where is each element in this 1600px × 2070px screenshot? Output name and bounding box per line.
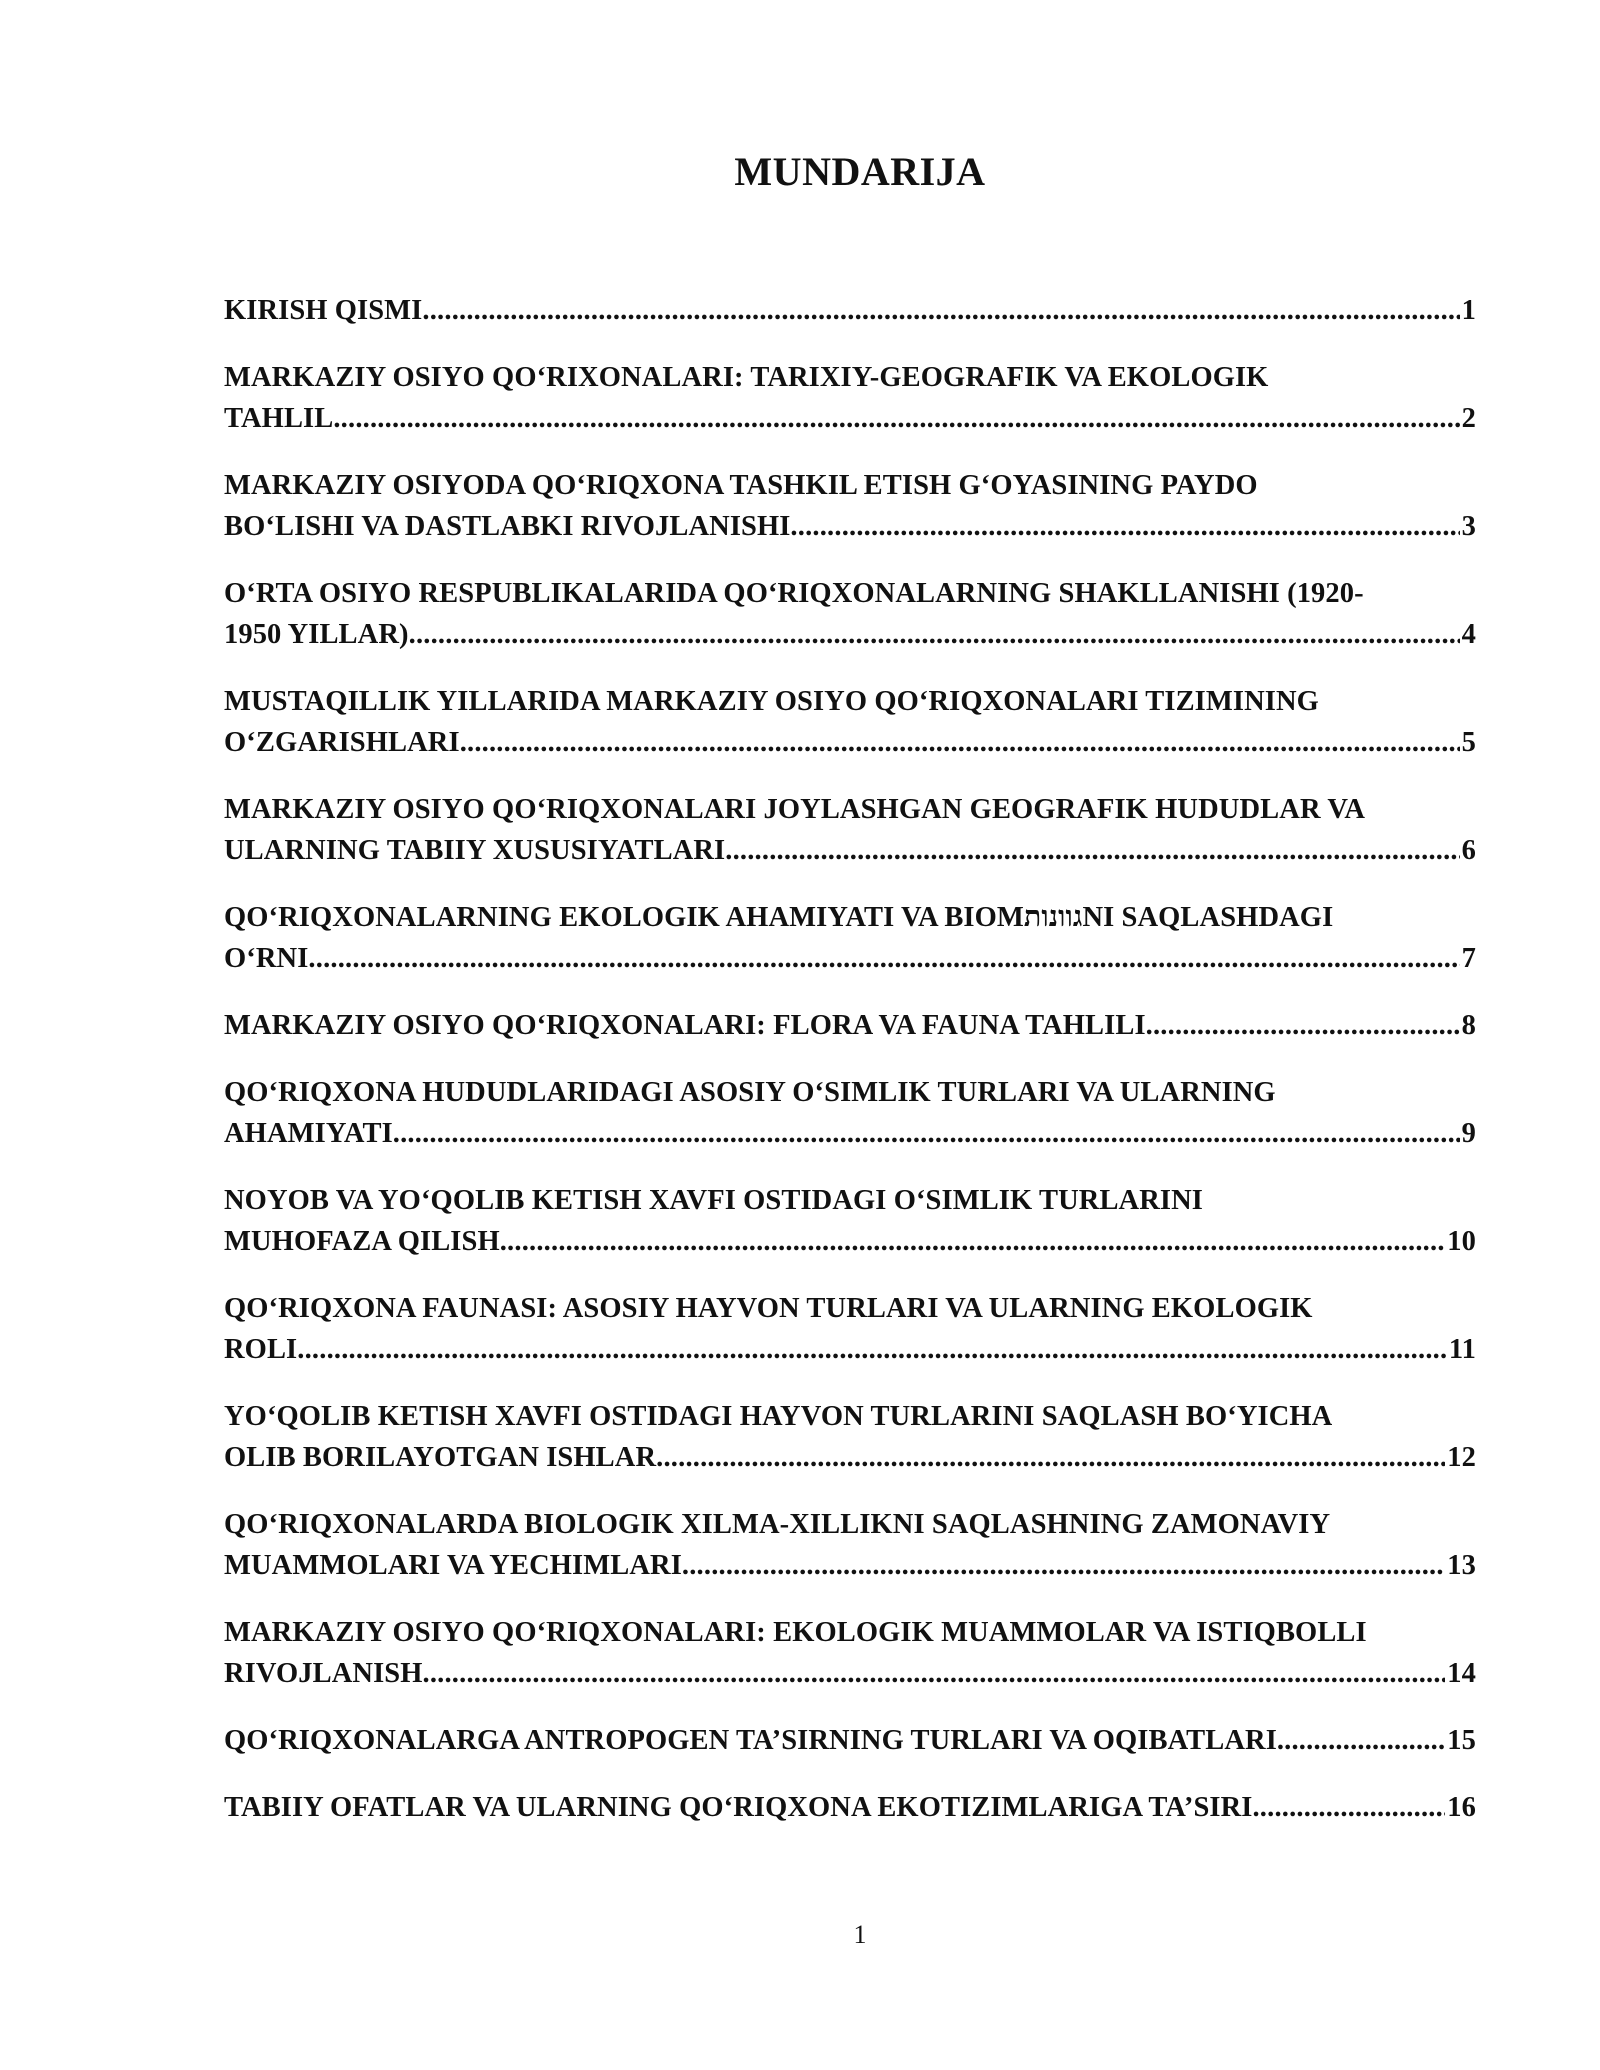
toc-entry-title [224, 681, 1476, 763]
toc-entry[interactable] [224, 290, 1476, 331]
toc-entry-last-line [224, 830, 1476, 871]
toc-page-number: 5 [1461, 727, 1476, 758]
page-number: 1 [853, 1920, 867, 1949]
toc-entry-title [224, 1787, 1476, 1828]
toc-entry-title [224, 1180, 1476, 1262]
toc-entry-title-line: TAHLIL [224, 403, 334, 434]
toc-page-number: 7 [1461, 943, 1476, 974]
toc-entry-title-line: KIRISH QISMI [224, 295, 423, 326]
toc-entry-title-line: MARKAZIY OSIYO QO‘RIQXONALARI JOYLASHGAN GEOGRAFIK HUDUDLAR VA [224, 794, 1366, 825]
toc-dot-leader [725, 830, 1459, 871]
toc-entry-title-line: TABIIY OFATLAR VA ULARNING QO‘RIQXONA EKOTIZIMLARIGA TA’SIRI [224, 1792, 1253, 1823]
toc-entry-title [224, 573, 1476, 655]
toc-dot-leader [393, 1113, 1460, 1154]
toc-entry-last-line [224, 1653, 1476, 1694]
toc-entry[interactable] [224, 1720, 1476, 1761]
toc-dot-leader [297, 1329, 1447, 1370]
toc-entry-title-line: ULARNING TABIIY XUSUSIYATLARI [224, 835, 726, 866]
toc-page-number: 16 [1447, 1792, 1476, 1823]
table-of-contents [224, 290, 1476, 1854]
toc-dot-leader [409, 614, 1460, 655]
toc-dot-leader [656, 1437, 1445, 1478]
toc-entry[interactable] [224, 1504, 1476, 1586]
toc-dot-leader [500, 1221, 1446, 1262]
page-title: MUNDARIJA [734, 149, 986, 194]
toc-entry-last-line [224, 1545, 1476, 1586]
toc-entry[interactable] [224, 1180, 1476, 1262]
toc-page-number: 15 [1447, 1725, 1476, 1756]
toc-entry-title [224, 1396, 1476, 1478]
toc-page-number: 9 [1461, 1118, 1476, 1149]
toc-entry-last-line [224, 722, 1476, 763]
toc-entry-title [224, 1288, 1476, 1370]
toc-entry-title-line: RIVOJLANISH [224, 1658, 423, 1689]
toc-entry[interactable] [224, 1612, 1476, 1694]
toc-entry-title-line: MARKAZIY OSIYO QO‘RIXONALARI: TARIXIY-GEOGRAFIK VA EKOLOGIK [224, 362, 1269, 393]
toc-entry-title-line: AHAMIYATI [224, 1118, 393, 1149]
toc-entry-title-line: MUAMMOLARI VA YECHIMLARI [224, 1550, 682, 1581]
toc-entry-last-line [224, 1113, 1476, 1154]
toc-entry-title [224, 1072, 1476, 1154]
toc-dot-leader [460, 722, 1460, 763]
toc-entry[interactable] [224, 1787, 1476, 1828]
toc-entry-title-line: MARKAZIY OSIYO QO‘RIQXONALARI: FLORA VA FAUNA TAHLILI [224, 1010, 1146, 1041]
toc-entry-title-line: QO‘RIQXONALARDA BIOLOGIK XILMA-XILLIKNI SAQLASHNING ZAMONAVIY [224, 1509, 1331, 1540]
toc-page-number: 1 [1461, 295, 1476, 326]
toc-entry-last-line [224, 1221, 1476, 1262]
toc-dot-leader [1252, 1787, 1445, 1828]
toc-entry-last-line [224, 1005, 1476, 1046]
toc-entry-last-line [224, 1329, 1476, 1370]
toc-dot-leader [682, 1545, 1445, 1586]
toc-entry-title-line: OLIB BORILAYOTGAN ISHLAR [224, 1442, 657, 1473]
toc-entry-title [224, 1504, 1476, 1586]
toc-entry-title-line: MUHOFAZA QILISH [224, 1226, 500, 1257]
toc-entry[interactable] [224, 681, 1476, 763]
toc-page-number: 3 [1461, 511, 1476, 542]
toc-entry[interactable] [224, 573, 1476, 655]
toc-dot-leader [333, 398, 1459, 439]
toc-entry-title-line: MUSTAQILLIK YILLARIDA MARKAZIY OSIYO QO‘RIQXONALARI TIZIMINING [224, 686, 1319, 717]
toc-entry-title [224, 789, 1476, 871]
toc-entry-title-line: 1950 YILLAR) [224, 619, 409, 650]
toc-dot-leader [790, 506, 1459, 547]
toc-entry-last-line [224, 506, 1476, 547]
toc-page-number: 8 [1461, 1010, 1476, 1041]
toc-entry-title-line: QO‘RIQXONA FAUNASI: ASOSIY HAYVON TURLARI VA ULARNING EKOLOGIK [224, 1293, 1313, 1324]
toc-entry-title [224, 1005, 1476, 1046]
toc-page-number: 4 [1461, 619, 1476, 650]
toc-page-number: 2 [1461, 403, 1476, 434]
toc-entry-title-line: QO‘RIQXONALARNING EKOLOGIK AHAMIYATI VA BIOMגוונותNI SAQLASHDAGI [224, 902, 1334, 933]
toc-entry-title-line: QO‘RIQXONALARGA ANTROPOGEN TA’SIRNING TURLARI VA OQIBATLARI. [224, 1725, 1285, 1756]
toc-page-number: 10 [1447, 1226, 1476, 1257]
toc-entry-title-line: O‘RNI [224, 943, 309, 974]
toc-entry-title [224, 897, 1476, 979]
toc-page-number: 13 [1447, 1550, 1476, 1581]
toc-entry-title [224, 1612, 1476, 1694]
toc-entry-last-line [224, 1720, 1476, 1761]
toc-entry-title [224, 357, 1476, 439]
toc-entry-title-line: QO‘RIQXONA HUDUDLARIDAGI ASOSIY O‘SIMLIK TURLARI VA ULARNING [224, 1077, 1276, 1108]
toc-dot-leader [1284, 1720, 1445, 1761]
toc-dot-leader [1146, 1005, 1460, 1046]
toc-entry-last-line [224, 398, 1476, 439]
toc-entry-title-line: MARKAZIY OSIYO QO‘RIQXONALARI: EKOLOGIK MUAMMOLAR VA ISTIQBOLLI [224, 1617, 1367, 1648]
toc-dot-leader [423, 1653, 1446, 1694]
toc-entry-title-line: NOYOB VA YO‘QOLIB KETISH XAVFI OSTIDAGI O‘SIMLIK TURLARINI [224, 1185, 1203, 1216]
toc-page-number: 11 [1448, 1334, 1476, 1365]
toc-page-number: 6 [1461, 835, 1476, 866]
toc-entry-title-line: MARKAZIY OSIYODA QO‘RIQXONA TASHKIL ETISH G‘OYASINING PAYDO [224, 470, 1258, 501]
toc-entry-title-line: ROLI [224, 1334, 298, 1365]
toc-entry[interactable] [224, 1072, 1476, 1154]
toc-entry-last-line [224, 1437, 1476, 1478]
toc-entry[interactable] [224, 465, 1476, 547]
toc-entry-title-line: O‘RTA OSIYO RESPUBLIKALARIDA QO‘RIQXONALARNING SHAKLLANISHI (1920- [224, 578, 1364, 609]
toc-entry[interactable] [224, 1396, 1476, 1478]
toc-entry[interactable] [224, 789, 1476, 871]
toc-page-number: 14 [1447, 1658, 1476, 1689]
toc-entry-last-line [224, 1787, 1476, 1828]
toc-entry-last-line [224, 614, 1476, 655]
toc-entry-title [224, 290, 1476, 331]
toc-entry-title-line: O‘ZGARISHLARI [224, 727, 460, 758]
toc-dot-leader [308, 938, 1459, 979]
toc-entry[interactable] [224, 1005, 1476, 1046]
toc-entry[interactable] [224, 357, 1476, 439]
toc-entry-title-line: BO‘LISHI VA DASTLABKI RIVOJLANISHI [224, 511, 791, 542]
toc-page-number: 12 [1447, 1442, 1476, 1473]
toc-entry-title [224, 1720, 1476, 1761]
toc-dot-leader [422, 290, 1459, 331]
toc-entry-title [224, 465, 1476, 547]
toc-entry[interactable] [224, 1288, 1476, 1370]
toc-entry-last-line [224, 938, 1476, 979]
toc-entry-title-line: YO‘QOLIB KETISH XAVFI OSTIDAGI HAYVON TURLARINI SAQLASH BO‘YICHA [224, 1401, 1333, 1432]
toc-entry-last-line [224, 290, 1476, 331]
toc-entry[interactable] [224, 897, 1476, 979]
